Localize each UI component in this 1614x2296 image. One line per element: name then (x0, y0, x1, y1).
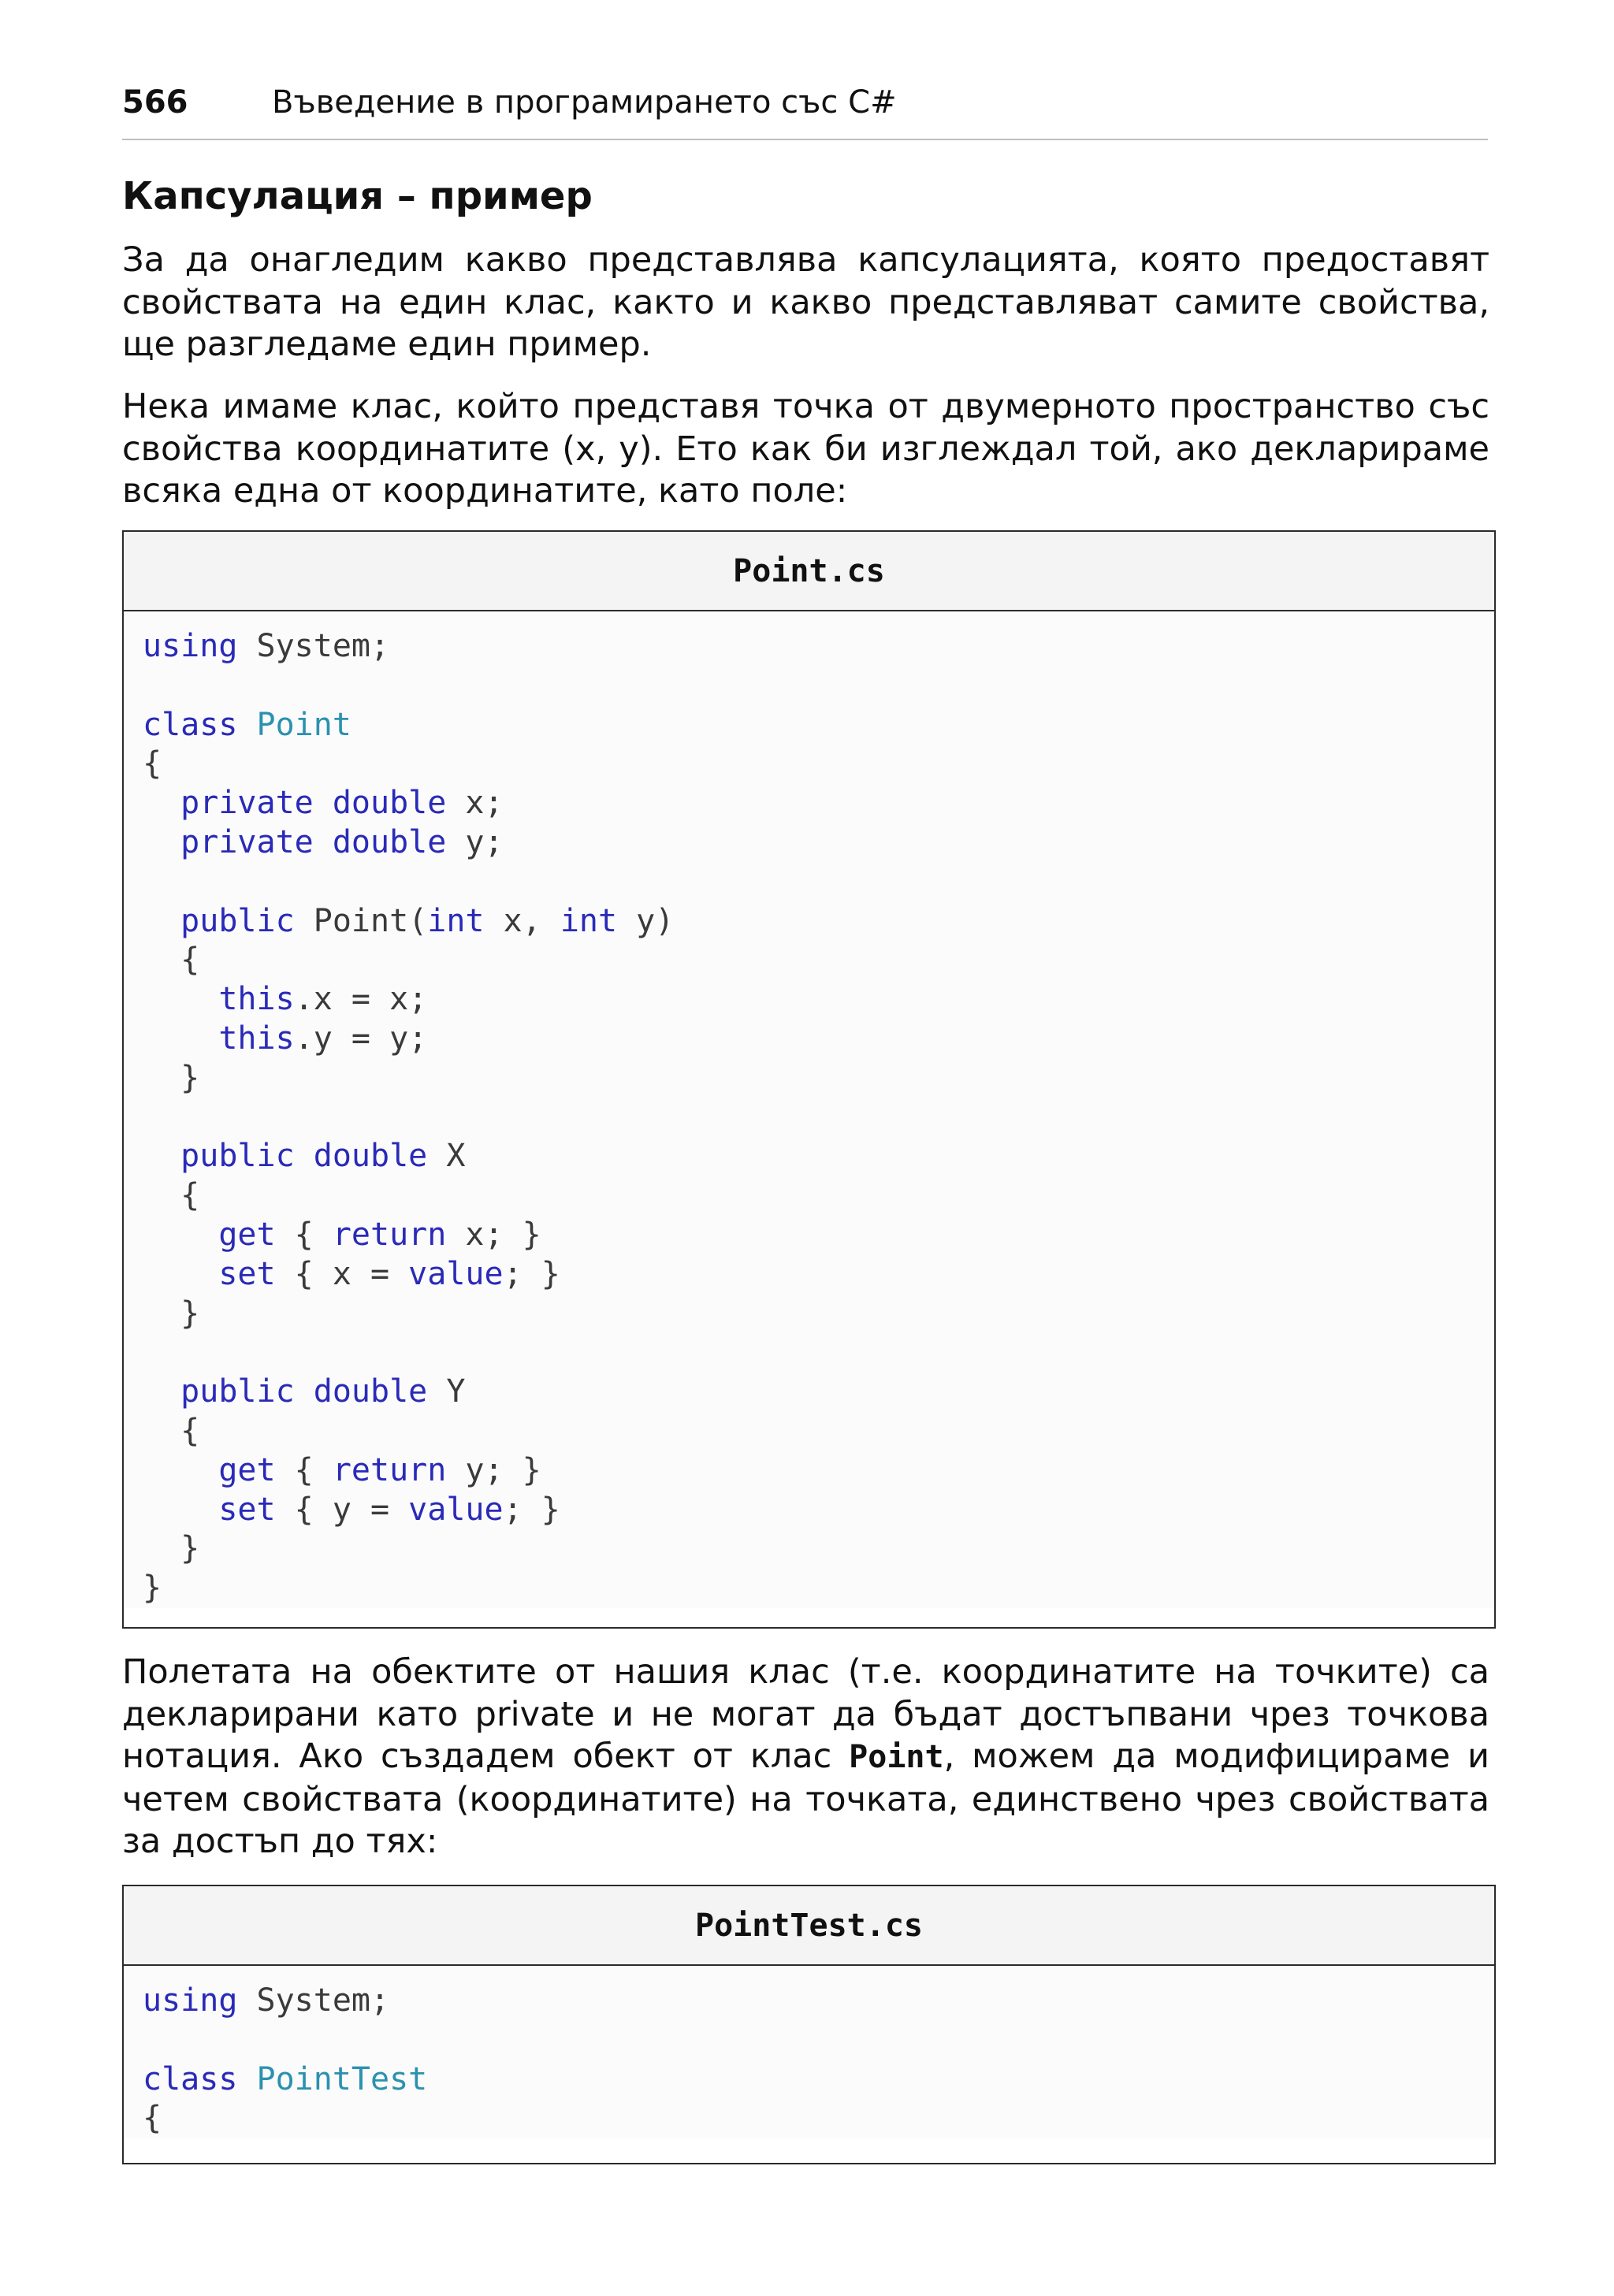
code-line (143, 2021, 1477, 2060)
text-fragment: нотация. Ако създадем обект от клас (122, 1737, 850, 1776)
code-listing-body (124, 611, 1494, 1608)
code-text (314, 824, 333, 860)
code-text (143, 1217, 218, 1253)
code-text (143, 1020, 218, 1057)
code-keyword: this (218, 981, 295, 1018)
intro-paragraph (122, 240, 1489, 366)
code-keyword: get (218, 1451, 276, 1488)
code-line (143, 902, 1477, 942)
paragraph-line: Полетата на обектите от нашия клас (т.е. координатите на точките) са (122, 1652, 1489, 1692)
code-text: x, (484, 902, 560, 939)
code-keyword: this (218, 1020, 295, 1057)
code-text (143, 1138, 180, 1174)
code-line (143, 1491, 1477, 1530)
code-text: { x = (275, 1255, 409, 1292)
paragraph-line: ще разгледаме един пример. (122, 325, 652, 364)
inline-code: Point (849, 1739, 944, 1775)
code-keyword: value (408, 1491, 504, 1528)
code-text (143, 785, 180, 821)
code-line (143, 1295, 1477, 1334)
code-listing-body (124, 1966, 1494, 2138)
code-keyword: public (180, 1138, 295, 1175)
code-text (143, 1373, 180, 1410)
code-line (143, 980, 1477, 1020)
code-text: ; } (503, 1255, 560, 1292)
code-text: { (143, 1412, 200, 1449)
code-line (143, 863, 1477, 902)
code-text (143, 1256, 218, 1292)
page-header (122, 80, 1488, 142)
code-line (143, 1529, 1477, 1569)
code-line (143, 1176, 1477, 1216)
paragraph-line: свойства координатите (x, y). Ето как би изглеждал той, ако декларираме (122, 429, 1489, 469)
paragraph-line: За да онагледим какво представлява капсулацията, която предоставят (122, 240, 1489, 280)
code-line (143, 745, 1477, 784)
code-keyword: get (218, 1216, 276, 1253)
code-keyword: class (143, 706, 238, 743)
code-listing-title: Point.cs (733, 552, 885, 589)
text-fragment: , можем да модифицираме и (943, 1737, 1489, 1776)
code-text (237, 707, 256, 743)
code-text (143, 824, 180, 860)
code-text: { y = (275, 1491, 409, 1528)
code-text (314, 785, 333, 821)
code-text: y) (617, 902, 675, 939)
code-line (143, 1137, 1477, 1176)
code-keyword: set (218, 1491, 276, 1528)
code-keyword: private (180, 785, 314, 822)
code-text: Point( (294, 902, 428, 939)
code-text: { (275, 1451, 333, 1488)
code-text: ; } (503, 1491, 560, 1528)
code-text: y; (446, 823, 504, 860)
page-number: 566 (122, 84, 188, 121)
code-line (143, 1982, 1477, 2021)
paragraph-line: свойствата на един клас, както и какво представляват самите свойства, (122, 282, 1489, 322)
code-keyword: using (143, 628, 238, 664)
code-text: { (143, 2100, 162, 2137)
code-text: { (275, 1216, 333, 1253)
code-text: System; (237, 628, 390, 664)
code-keyword: int (427, 902, 485, 939)
code-line (143, 823, 1477, 863)
code-line (143, 1020, 1477, 1059)
code-text (143, 981, 218, 1017)
code-type-name: PointTest (256, 2060, 428, 2097)
code-text: .x = x; (294, 981, 428, 1018)
code-keyword: set (218, 1255, 276, 1292)
code-listing-pointtest (122, 1885, 1496, 2164)
code-keyword: value (408, 1255, 504, 1292)
code-line (143, 1059, 1477, 1098)
paragraph-line: всяка една от координатите, като поле: (122, 471, 848, 511)
paragraph-line: четем свойствата (координатите) на точката, единствено чрез свойствата (122, 1779, 1489, 1819)
code-text (295, 1138, 314, 1174)
code-line (143, 627, 1477, 667)
code-keyword: public (180, 902, 295, 939)
code-line (143, 2099, 1477, 2138)
code-line (143, 2060, 1477, 2100)
code-text: X (427, 1138, 466, 1175)
code-line (143, 1373, 1477, 1412)
code-text: } (143, 1059, 200, 1096)
code-keyword: int (560, 902, 618, 939)
code-text: .y = y; (294, 1020, 428, 1057)
code-line (143, 1216, 1477, 1255)
code-listing-header (124, 1886, 1494, 1966)
code-text (295, 1373, 314, 1410)
code-text: } (143, 1530, 200, 1567)
point-class-paragraph (122, 386, 1489, 513)
code-keyword: public (180, 1373, 295, 1410)
code-keyword: double (332, 823, 447, 860)
code-line (143, 1569, 1477, 1608)
code-keyword: double (313, 1138, 428, 1175)
code-listing-point (122, 530, 1496, 1629)
code-line (143, 706, 1477, 745)
code-text: } (143, 1570, 162, 1607)
code-text: { (143, 1177, 200, 1214)
code-line (143, 784, 1477, 823)
code-text: { (143, 942, 200, 979)
code-text: { (143, 745, 162, 782)
code-text (143, 1452, 218, 1488)
code-type-name: Point (256, 706, 351, 743)
paragraph-line: за достъп до тях: (122, 1822, 438, 1861)
code-text (237, 2061, 256, 2097)
paragraph-line: Нека имаме клас, който представя точка от двумерното пространство със (122, 387, 1489, 426)
code-keyword: return (332, 1216, 447, 1253)
code-keyword: double (332, 785, 447, 822)
code-text: System; (237, 1982, 390, 2019)
code-line (143, 1098, 1477, 1138)
code-text: Y (427, 1373, 466, 1410)
code-line (143, 667, 1477, 706)
code-keyword: double (313, 1373, 428, 1410)
running-title: Въведение в програмирането със C# (272, 84, 897, 121)
code-text: y; } (446, 1451, 541, 1488)
code-text: x; } (446, 1216, 541, 1253)
code-keyword: private (180, 823, 314, 860)
code-line (143, 1412, 1477, 1451)
code-text: } (143, 1295, 200, 1332)
header-divider (122, 139, 1488, 140)
paragraph-line: декларирани като private и не могат да бъдат достъпвани чрез точкова (122, 1694, 1489, 1734)
section-title: Капсулация – пример (122, 174, 593, 218)
code-keyword: using (143, 1982, 238, 2019)
code-text (143, 1492, 218, 1528)
code-line (143, 941, 1477, 980)
code-line (143, 1255, 1477, 1295)
code-listing-title: PointTest.cs (695, 1907, 923, 1944)
code-line (143, 1451, 1477, 1491)
code-text: x; (446, 785, 504, 822)
code-keyword: return (332, 1451, 447, 1488)
code-line (143, 1333, 1477, 1373)
code-listing-header (124, 532, 1494, 611)
code-text (143, 903, 180, 939)
paragraph-line (122, 1736, 1489, 1779)
fields-paragraph (122, 1651, 1489, 1863)
code-keyword: class (143, 2060, 238, 2097)
